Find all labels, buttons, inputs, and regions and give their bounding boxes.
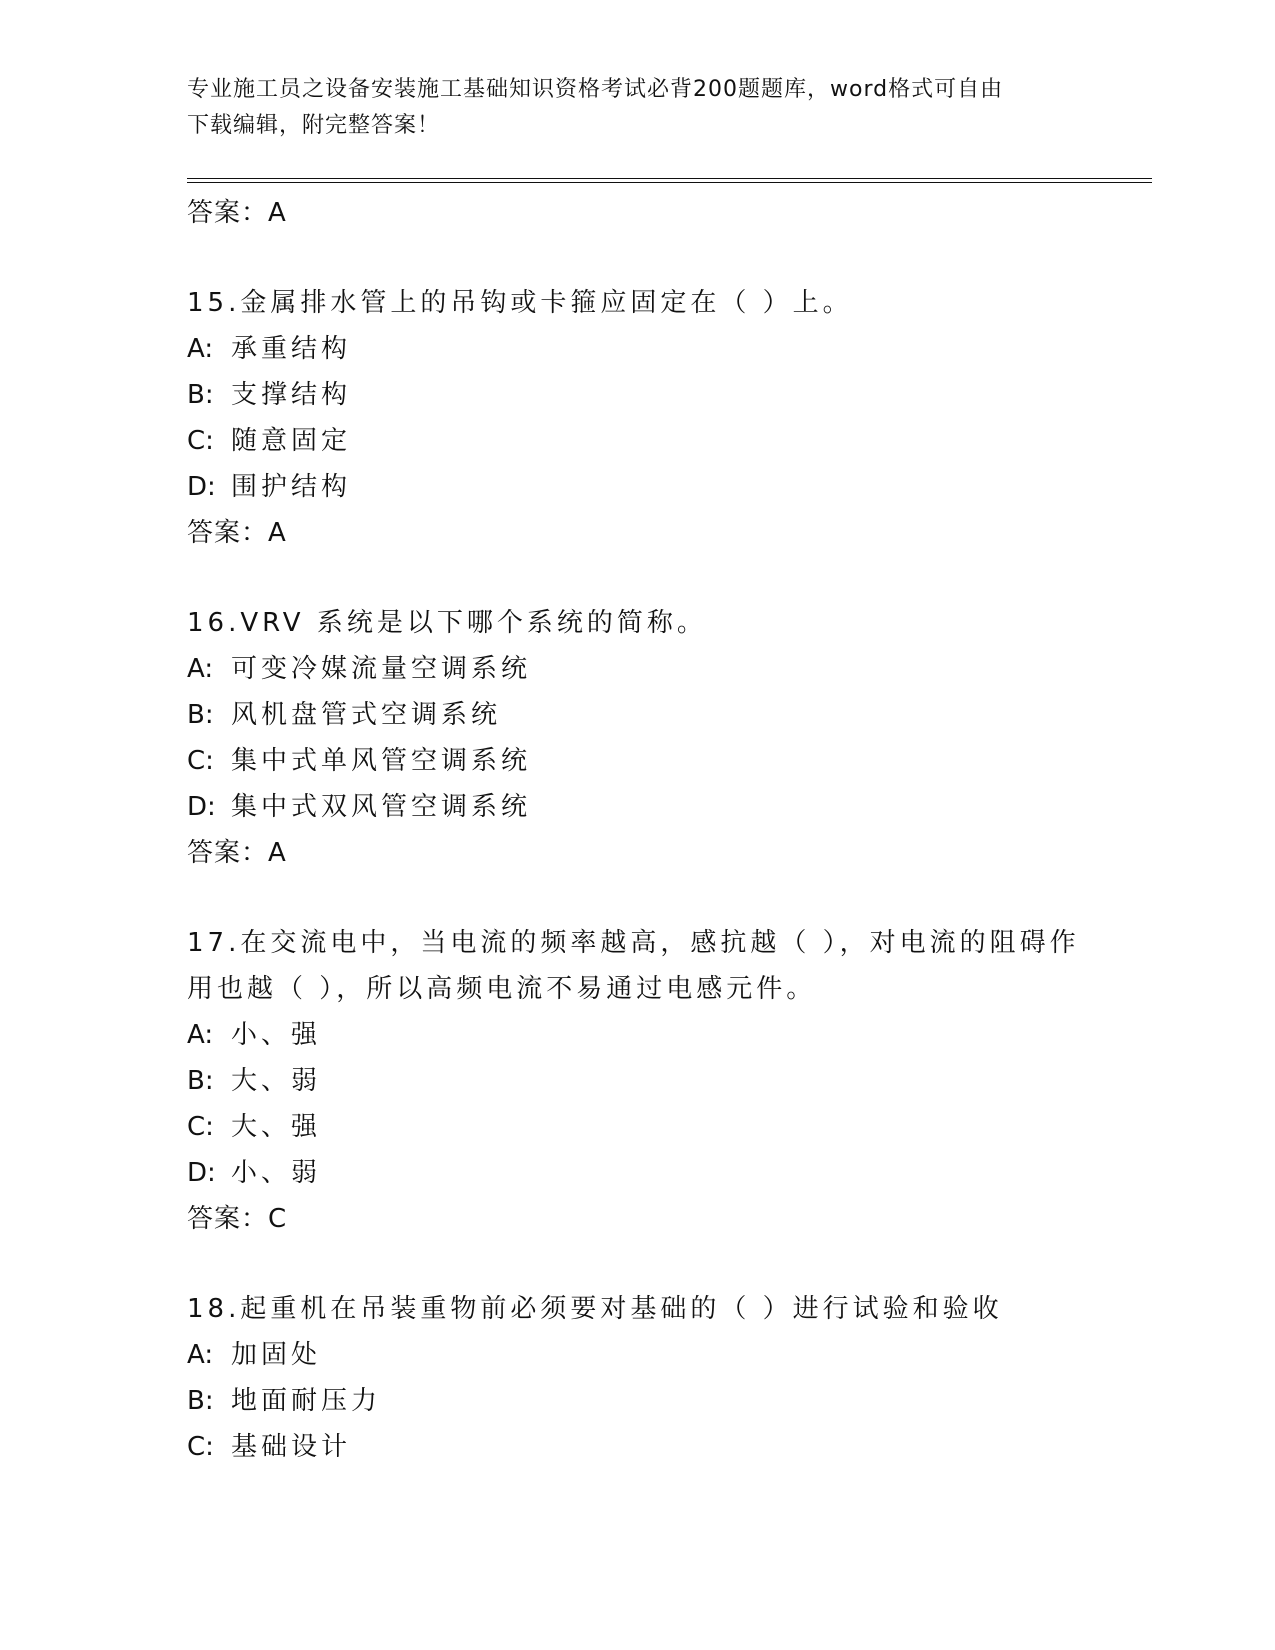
option-key: D:	[187, 1158, 216, 1188]
option-text: 地面耐压力	[231, 1386, 382, 1416]
option-text: 加固处	[231, 1340, 322, 1370]
question-text-line-2: 用也越（ ），所以高频电流不易通过电感元件。	[187, 974, 817, 1004]
option-text: 大、弱	[231, 1066, 322, 1096]
question-text: 18.起重机在吊装重物前必须要对基础的（ ）进行试验和验收	[187, 1294, 1003, 1324]
option-key: B:	[187, 1386, 214, 1416]
option-text: 小、弱	[231, 1158, 322, 1188]
option-text: 随意固定	[231, 426, 352, 456]
option-key: C:	[187, 1112, 214, 1142]
question-list	[187, 190, 1087, 1470]
option-text: 围护结构	[231, 472, 352, 502]
option-d	[187, 1150, 1087, 1196]
question-17	[187, 920, 1087, 1242]
option-b	[187, 1058, 1087, 1104]
question-text: 15.金属排水管上的吊钩或卡箍应固定在（ ）上。	[187, 288, 853, 318]
header-rule-bottom	[187, 182, 1152, 183]
option-key: C:	[187, 426, 214, 456]
option-d	[187, 464, 1087, 510]
option-key: B:	[187, 700, 214, 730]
header-rule-top	[187, 178, 1152, 179]
option-text: 可变冷媒流量空调系统	[231, 654, 532, 684]
header-line-1: 专业施工员之设备安装施工基础知识资格考试必背200题题库，word格式可自由	[187, 77, 1004, 102]
option-d	[187, 784, 1087, 830]
option-text: 风机盘管式空调系统	[231, 700, 502, 730]
option-key: B:	[187, 1066, 214, 1096]
option-key: A:	[187, 1020, 214, 1050]
option-c	[187, 1104, 1087, 1150]
option-b	[187, 1378, 1087, 1424]
option-key: A:	[187, 1340, 214, 1370]
option-key: D:	[187, 472, 216, 502]
previous-answer: 答案：A	[187, 198, 287, 228]
option-key: A:	[187, 334, 214, 364]
question-text: 16.VRV 系统是以下哪个系统的简称。	[187, 608, 707, 638]
question-15	[187, 280, 1087, 556]
option-a	[187, 1012, 1087, 1058]
option-text: 集中式单风管空调系统	[231, 746, 532, 776]
option-b	[187, 692, 1087, 738]
option-text: 小、强	[231, 1020, 322, 1050]
option-b	[187, 372, 1087, 418]
option-c	[187, 738, 1087, 784]
question-16	[187, 600, 1087, 876]
option-a	[187, 326, 1087, 372]
option-key: B:	[187, 380, 214, 410]
option-text: 基础设计	[231, 1432, 352, 1462]
answer: 答案：A	[187, 518, 287, 548]
option-c	[187, 1424, 1087, 1470]
option-key: D:	[187, 792, 216, 822]
answer: 答案：C	[187, 1204, 288, 1234]
option-a	[187, 646, 1087, 692]
option-key: C:	[187, 1432, 214, 1462]
answer: 答案：A	[187, 838, 287, 868]
option-text: 承重结构	[231, 334, 352, 364]
document-header	[187, 72, 1087, 144]
option-key: A:	[187, 654, 214, 684]
question-text-line-1: 17.在交流电中，当电流的频率越高，感抗越（ ），对电流的阻碍作	[187, 928, 1080, 958]
option-text: 大、强	[231, 1112, 322, 1142]
option-a	[187, 1332, 1087, 1378]
option-text: 集中式双风管空调系统	[231, 792, 532, 822]
option-text: 支撑结构	[231, 380, 352, 410]
header-line-2: 下载编辑，附完整答案！	[187, 113, 441, 138]
option-c	[187, 418, 1087, 464]
question-18	[187, 1286, 1087, 1470]
option-key: C:	[187, 746, 214, 776]
